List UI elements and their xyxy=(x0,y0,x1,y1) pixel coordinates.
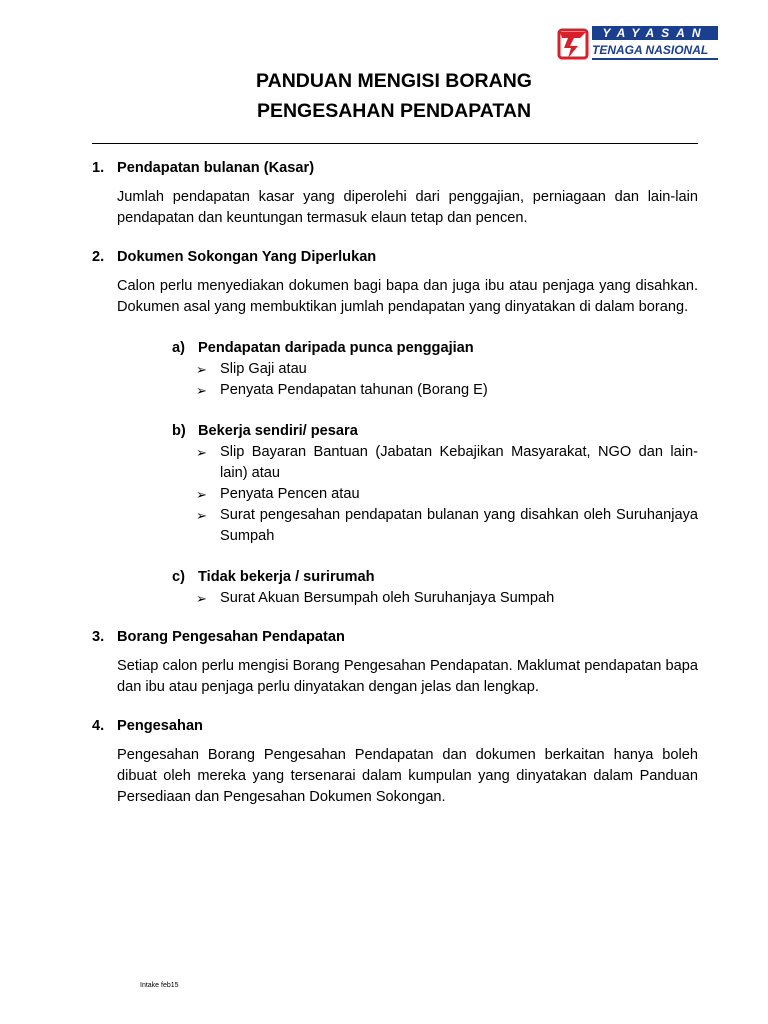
subsection-heading xyxy=(172,338,698,359)
title-line-1: PANDUAN MENGISI BORANG xyxy=(256,70,532,92)
subsection-c xyxy=(172,567,698,609)
list-item xyxy=(196,588,698,609)
subsection-letter: c) xyxy=(172,569,185,585)
list-item xyxy=(196,442,698,484)
subsection-a xyxy=(172,338,698,401)
section-paragraph: Setiap calon perlu mengisi Borang Pengesahan Pendapatan. Maklumat pendapatan bapa dan ibu atau penjaga perlu dinyatakan dengan jelas dan lengkap. xyxy=(117,658,698,695)
arrowhead-bullet-icon: ➢ xyxy=(196,591,207,606)
section-3 xyxy=(92,627,698,698)
bullet-text: Slip Gaji atau xyxy=(220,361,307,377)
section-number: 4. xyxy=(92,718,105,734)
section-title: Borang Pengesahan Pendapatan xyxy=(117,629,345,645)
title-divider xyxy=(92,143,698,144)
section-heading xyxy=(92,247,698,268)
section-heading xyxy=(92,158,698,179)
bullet-list xyxy=(196,359,698,401)
subsection-title: Bekerja sendiri/ pesara xyxy=(198,423,358,439)
list-item xyxy=(196,359,698,380)
bullet-text: Penyata Pendapatan tahunan (Borang E) xyxy=(220,382,488,398)
subsection-heading xyxy=(172,567,698,588)
list-item xyxy=(196,505,698,547)
bullet-list xyxy=(196,442,698,547)
subsection-b xyxy=(172,421,698,547)
bullet-text: Penyata Pencen atau xyxy=(220,486,360,502)
logo-text-tenaga-nasional: TENAGA NASIONAL xyxy=(592,42,718,60)
section-title: Dokumen Sokongan Yang Diperlukan xyxy=(117,249,377,265)
list-item xyxy=(196,484,698,505)
arrowhead-bullet-icon: ➢ xyxy=(196,487,207,502)
section-heading xyxy=(92,627,698,648)
section-paragraph: Pengesahan Borang Pengesahan Pendapatan dan dokumen berkaitan hanya boleh dibuat oleh mereka yang tersenarai dalam kumpulan yang dinyatakan dalam Panduan Persediaan dan Pengesahan Dokumen Sokongan. xyxy=(117,747,698,805)
section-2 xyxy=(92,247,698,609)
section-4 xyxy=(92,716,698,808)
section-heading xyxy=(92,716,698,737)
tnb-logo-icon xyxy=(556,26,590,60)
logo-text-yayasan: YAYASAN xyxy=(592,26,718,40)
subsection-letter: b) xyxy=(172,423,186,439)
bullet-text: Surat Akuan Bersumpah oleh Suruhanjaya Sumpah xyxy=(220,590,555,606)
subsection-letter: a) xyxy=(172,340,185,356)
arrowhead-bullet-icon: ➢ xyxy=(196,508,207,523)
section-number: 2. xyxy=(92,249,105,265)
page-title xyxy=(0,66,768,126)
section-title: Pengesahan xyxy=(117,718,203,734)
arrowhead-bullet-icon: ➢ xyxy=(196,445,207,460)
footer-code: Intake feb15 xyxy=(140,982,179,989)
section-number: 3. xyxy=(92,629,105,645)
arrowhead-bullet-icon: ➢ xyxy=(196,362,207,377)
subsection-title: Tidak bekerja / surirumah xyxy=(198,569,375,585)
section-paragraph: Calon perlu menyediakan dokumen bagi bapa dan juga ibu atau penjaga yang disahkan. Dokumen asal yang membuktikan jumlah pendapatan yang dinyatakan di dalam borang. xyxy=(117,278,698,315)
list-item xyxy=(196,380,698,401)
subsection-title: Pendapatan daripada punca penggajian xyxy=(198,340,474,356)
section-paragraph: Jumlah pendapatan kasar yang diperolehi dari penggajian, perniagaan dan lain-lain pendapatan dan keuntungan termasuk elaun tetap dan pencen. xyxy=(117,189,698,226)
bullet-text: Slip Bayaran Bantuan (Jabatan Kebajikan Masyarakat, NGO dan lain-lain) atau xyxy=(220,444,698,481)
section-1 xyxy=(92,158,698,229)
bullet-text: Surat pengesahan pendapatan bulanan yang disahkan oleh Suruhanjaya Sumpah xyxy=(220,507,698,544)
title-line-2: PENGESAHAN PENDAPATAN xyxy=(256,100,532,122)
subsection-heading xyxy=(172,421,698,442)
document-body xyxy=(92,158,698,826)
bullet-list xyxy=(196,588,698,609)
section-number: 1. xyxy=(92,160,105,176)
section-title: Pendapatan bulanan (Kasar) xyxy=(117,160,315,176)
yayasan-tenaga-nasional-logo xyxy=(556,24,720,64)
arrowhead-bullet-icon: ➢ xyxy=(196,383,207,398)
